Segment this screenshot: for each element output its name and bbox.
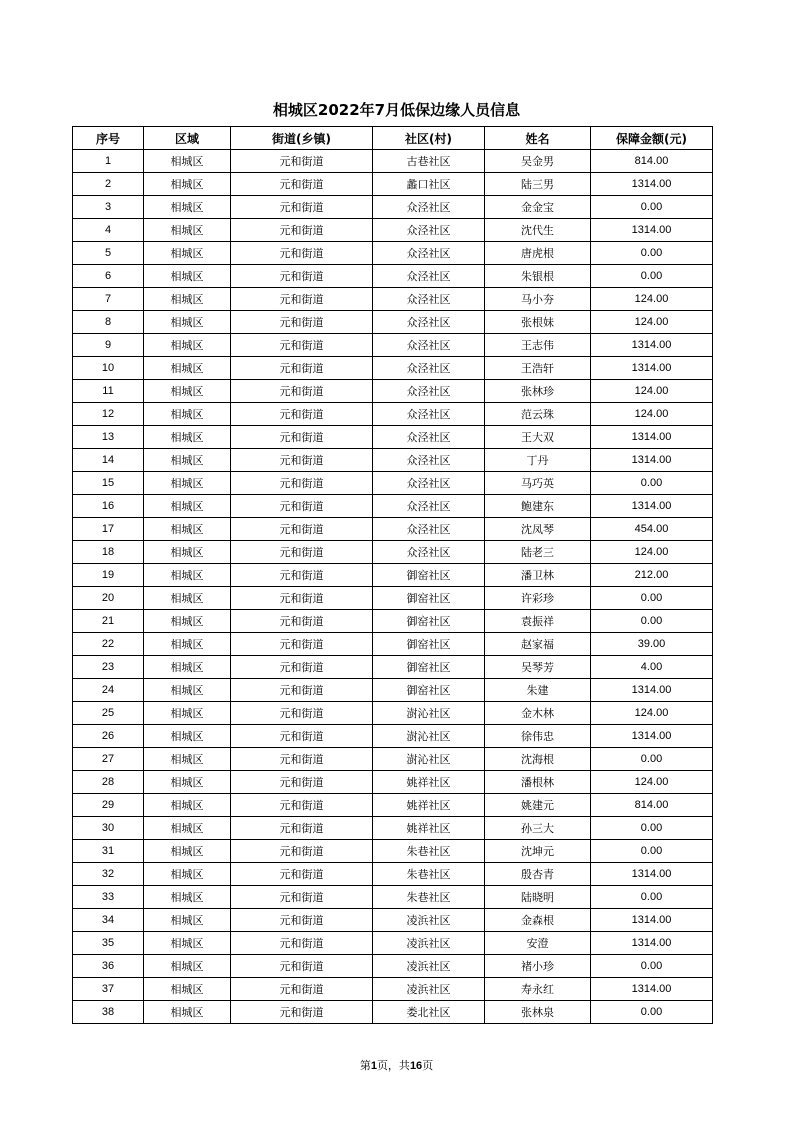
cell-name: 徐伟忠 — [485, 725, 591, 748]
table-row — [73, 955, 713, 978]
cell-community: 凌浜社区 — [373, 932, 485, 955]
cell-no: 14 — [73, 449, 144, 472]
cell-name: 陆三男 — [485, 173, 591, 196]
table-row — [73, 656, 713, 679]
cell-amount: 0.00 — [591, 242, 713, 265]
table-row — [73, 150, 713, 173]
cell-street: 元和街道 — [231, 679, 373, 702]
cell-street: 元和街道 — [231, 863, 373, 886]
table-row — [73, 794, 713, 817]
cell-no: 30 — [73, 817, 144, 840]
header-community: 社区(村) — [373, 127, 485, 150]
cell-no: 35 — [73, 932, 144, 955]
footer-middle: 页，共 — [376, 1059, 410, 1072]
table-row — [73, 357, 713, 380]
cell-community: 澍沁社区 — [373, 748, 485, 771]
cell-amount: 1314.00 — [591, 334, 713, 357]
table-row — [73, 610, 713, 633]
cell-street: 元和街道 — [231, 449, 373, 472]
cell-street: 元和街道 — [231, 840, 373, 863]
cell-district: 相城区 — [144, 495, 231, 518]
cell-street: 元和街道 — [231, 1001, 373, 1024]
cell-street: 元和街道 — [231, 587, 373, 610]
cell-name: 沈坤元 — [485, 840, 591, 863]
table-row — [73, 909, 713, 932]
table-row — [73, 702, 713, 725]
cell-community: 姚祥社区 — [373, 794, 485, 817]
cell-street: 元和街道 — [231, 656, 373, 679]
cell-no: 13 — [73, 426, 144, 449]
cell-name: 赵家福 — [485, 633, 591, 656]
cell-district: 相城区 — [144, 173, 231, 196]
cell-name: 唐虎根 — [485, 242, 591, 265]
cell-community: 朱巷社区 — [373, 863, 485, 886]
cell-name: 张林泉 — [485, 1001, 591, 1024]
cell-no: 32 — [73, 863, 144, 886]
cell-district: 相城区 — [144, 909, 231, 932]
cell-amount: 0.00 — [591, 587, 713, 610]
cell-name: 马小夯 — [485, 288, 591, 311]
cell-street: 元和街道 — [231, 794, 373, 817]
cell-street: 元和街道 — [231, 219, 373, 242]
footer-suffix: 页 — [422, 1059, 434, 1072]
footer-total-pages: 16 — [409, 1060, 423, 1072]
cell-no: 16 — [73, 495, 144, 518]
cell-no: 34 — [73, 909, 144, 932]
header-no: 序号 — [73, 127, 144, 150]
table-row — [73, 771, 713, 794]
cell-district: 相城区 — [144, 150, 231, 173]
cell-street: 元和街道 — [231, 748, 373, 771]
table-row — [73, 840, 713, 863]
header-name: 姓名 — [485, 127, 591, 150]
cell-district: 相城区 — [144, 219, 231, 242]
cell-no: 1 — [73, 150, 144, 173]
table-row — [73, 380, 713, 403]
cell-community: 娄北社区 — [373, 1001, 485, 1024]
cell-amount: 1314.00 — [591, 909, 713, 932]
cell-district: 相城区 — [144, 610, 231, 633]
cell-district: 相城区 — [144, 794, 231, 817]
cell-street: 元和街道 — [231, 702, 373, 725]
cell-amount: 0.00 — [591, 265, 713, 288]
cell-district: 相城区 — [144, 978, 231, 1001]
cell-district: 相城区 — [144, 541, 231, 564]
cell-amount: 0.00 — [591, 886, 713, 909]
cell-street: 元和街道 — [231, 403, 373, 426]
cell-community: 众泾社区 — [373, 265, 485, 288]
table-row — [73, 564, 713, 587]
table-row — [73, 403, 713, 426]
header-district: 区域 — [144, 127, 231, 150]
cell-amount: 814.00 — [591, 150, 713, 173]
cell-amount: 1314.00 — [591, 863, 713, 886]
table-row — [73, 518, 713, 541]
cell-community: 姚祥社区 — [373, 771, 485, 794]
cell-amount: 124.00 — [591, 403, 713, 426]
cell-district: 相城区 — [144, 863, 231, 886]
cell-district: 相城区 — [144, 380, 231, 403]
cell-street: 元和街道 — [231, 242, 373, 265]
cell-name: 金金宝 — [485, 196, 591, 219]
cell-name: 张根妹 — [485, 311, 591, 334]
cell-amount: 1314.00 — [591, 219, 713, 242]
cell-amount: 0.00 — [591, 817, 713, 840]
cell-no: 15 — [73, 472, 144, 495]
cell-district: 相城区 — [144, 196, 231, 219]
cell-street: 元和街道 — [231, 909, 373, 932]
cell-community: 姚祥社区 — [373, 817, 485, 840]
cell-name: 沈代生 — [485, 219, 591, 242]
cell-amount: 0.00 — [591, 196, 713, 219]
cell-amount: 124.00 — [591, 702, 713, 725]
cell-community: 蠡口社区 — [373, 173, 485, 196]
cell-community: 众泾社区 — [373, 541, 485, 564]
cell-community: 众泾社区 — [373, 426, 485, 449]
cell-district: 相城区 — [144, 311, 231, 334]
cell-district: 相城区 — [144, 518, 231, 541]
cell-name: 陆晓明 — [485, 886, 591, 909]
cell-name: 马巧英 — [485, 472, 591, 495]
table-row — [73, 265, 713, 288]
cell-amount: 0.00 — [591, 748, 713, 771]
cell-name: 许彩珍 — [485, 587, 591, 610]
cell-name: 褚小珍 — [485, 955, 591, 978]
cell-no: 19 — [73, 564, 144, 587]
cell-street: 元和街道 — [231, 150, 373, 173]
cell-amount: 1314.00 — [591, 978, 713, 1001]
cell-name: 范云珠 — [485, 403, 591, 426]
cell-street: 元和街道 — [231, 886, 373, 909]
table-row — [73, 173, 713, 196]
cell-no: 24 — [73, 679, 144, 702]
cell-community: 凌浜社区 — [373, 978, 485, 1001]
table-row — [73, 219, 713, 242]
cell-district: 相城区 — [144, 725, 231, 748]
cell-name: 陆老三 — [485, 541, 591, 564]
table-row — [73, 725, 713, 748]
cell-amount: 1314.00 — [591, 449, 713, 472]
cell-district: 相城区 — [144, 334, 231, 357]
cell-community: 众泾社区 — [373, 242, 485, 265]
cell-amount: 124.00 — [591, 311, 713, 334]
cell-amount: 124.00 — [591, 541, 713, 564]
cell-amount: 0.00 — [591, 955, 713, 978]
cell-community: 众泾社区 — [373, 334, 485, 357]
cell-no: 9 — [73, 334, 144, 357]
cell-street: 元和街道 — [231, 495, 373, 518]
cell-name: 张林珍 — [485, 380, 591, 403]
cell-district: 相城区 — [144, 886, 231, 909]
cell-amount: 124.00 — [591, 380, 713, 403]
table-row — [73, 817, 713, 840]
cell-street: 元和街道 — [231, 288, 373, 311]
cell-no: 31 — [73, 840, 144, 863]
cell-street: 元和街道 — [231, 357, 373, 380]
table-row — [73, 978, 713, 1001]
cell-district: 相城区 — [144, 564, 231, 587]
cell-district: 相城区 — [144, 472, 231, 495]
cell-district: 相城区 — [144, 242, 231, 265]
cell-no: 22 — [73, 633, 144, 656]
cell-district: 相城区 — [144, 771, 231, 794]
table-row — [73, 196, 713, 219]
cell-community: 御窑社区 — [373, 564, 485, 587]
table-row — [73, 587, 713, 610]
cell-district: 相城区 — [144, 932, 231, 955]
cell-name: 王大双 — [485, 426, 591, 449]
cell-street: 元和街道 — [231, 426, 373, 449]
cell-district: 相城区 — [144, 1001, 231, 1024]
cell-street: 元和街道 — [231, 541, 373, 564]
cell-no: 5 — [73, 242, 144, 265]
cell-district: 相城区 — [144, 587, 231, 610]
cell-street: 元和街道 — [231, 380, 373, 403]
cell-no: 27 — [73, 748, 144, 771]
cell-district: 相城区 — [144, 702, 231, 725]
table-row — [73, 426, 713, 449]
cell-community: 御窑社区 — [373, 587, 485, 610]
cell-amount: 454.00 — [591, 518, 713, 541]
cell-no: 38 — [73, 1001, 144, 1024]
cell-community: 澍沁社区 — [373, 725, 485, 748]
cell-street: 元和街道 — [231, 955, 373, 978]
cell-street: 元和街道 — [231, 932, 373, 955]
cell-amount: 1314.00 — [591, 173, 713, 196]
cell-no: 7 — [73, 288, 144, 311]
cell-community: 众泾社区 — [373, 449, 485, 472]
cell-street: 元和街道 — [231, 265, 373, 288]
page-footer — [0, 1057, 793, 1073]
cell-name: 寿永红 — [485, 978, 591, 1001]
footer-page-number: 1 — [370, 1060, 377, 1072]
cell-community: 御窑社区 — [373, 633, 485, 656]
cell-no: 4 — [73, 219, 144, 242]
cell-district: 相城区 — [144, 840, 231, 863]
cell-district: 相城区 — [144, 656, 231, 679]
cell-street: 元和街道 — [231, 817, 373, 840]
cell-no: 37 — [73, 978, 144, 1001]
cell-community: 众泾社区 — [373, 472, 485, 495]
cell-district: 相城区 — [144, 748, 231, 771]
cell-no: 25 — [73, 702, 144, 725]
cell-community: 朱巷社区 — [373, 840, 485, 863]
cell-community: 澍沁社区 — [373, 702, 485, 725]
cell-no: 12 — [73, 403, 144, 426]
cell-amount: 1314.00 — [591, 357, 713, 380]
cell-amount: 124.00 — [591, 771, 713, 794]
cell-street: 元和街道 — [231, 334, 373, 357]
cell-no: 23 — [73, 656, 144, 679]
table-body — [73, 150, 713, 1024]
cell-street: 元和街道 — [231, 518, 373, 541]
cell-community: 众泾社区 — [373, 288, 485, 311]
cell-name: 潘卫林 — [485, 564, 591, 587]
cell-no: 10 — [73, 357, 144, 380]
cell-community: 众泾社区 — [373, 495, 485, 518]
cell-no: 21 — [73, 610, 144, 633]
cell-name: 金森根 — [485, 909, 591, 932]
table-header-row — [73, 127, 713, 150]
header-amount: 保障金额(元) — [591, 127, 713, 150]
cell-district: 相城区 — [144, 679, 231, 702]
cell-no: 26 — [73, 725, 144, 748]
cell-no: 28 — [73, 771, 144, 794]
cell-street: 元和街道 — [231, 564, 373, 587]
cell-amount: 124.00 — [591, 288, 713, 311]
table-row — [73, 242, 713, 265]
cell-amount: 4.00 — [591, 656, 713, 679]
cell-no: 3 — [73, 196, 144, 219]
cell-name: 鲍建东 — [485, 495, 591, 518]
cell-no: 8 — [73, 311, 144, 334]
cell-amount: 0.00 — [591, 1001, 713, 1024]
cell-amount: 1314.00 — [591, 495, 713, 518]
cell-amount: 212.00 — [591, 564, 713, 587]
cell-amount: 1314.00 — [591, 426, 713, 449]
table-row — [73, 886, 713, 909]
cell-street: 元和街道 — [231, 610, 373, 633]
cell-district: 相城区 — [144, 288, 231, 311]
cell-community: 众泾社区 — [373, 518, 485, 541]
table-row — [73, 472, 713, 495]
cell-street: 元和街道 — [231, 311, 373, 334]
cell-street: 元和街道 — [231, 725, 373, 748]
cell-name: 沈海根 — [485, 748, 591, 771]
table-row — [73, 633, 713, 656]
cell-name: 安澄 — [485, 932, 591, 955]
cell-street: 元和街道 — [231, 978, 373, 1001]
cell-district: 相城区 — [144, 357, 231, 380]
cell-district: 相城区 — [144, 817, 231, 840]
cell-amount: 0.00 — [591, 472, 713, 495]
cell-community: 众泾社区 — [373, 196, 485, 219]
table-row — [73, 932, 713, 955]
cell-district: 相城区 — [144, 633, 231, 656]
cell-district: 相城区 — [144, 449, 231, 472]
footer-prefix: 第 — [359, 1059, 371, 1072]
table-row — [73, 334, 713, 357]
cell-amount: 39.00 — [591, 633, 713, 656]
cell-amount: 814.00 — [591, 794, 713, 817]
cell-amount: 0.00 — [591, 840, 713, 863]
cell-name: 吴金男 — [485, 150, 591, 173]
cell-amount: 0.00 — [591, 610, 713, 633]
cell-street: 元和街道 — [231, 633, 373, 656]
cell-community: 古巷社区 — [373, 150, 485, 173]
cell-district: 相城区 — [144, 403, 231, 426]
cell-no: 18 — [73, 541, 144, 564]
cell-community: 御窑社区 — [373, 610, 485, 633]
cell-community: 朱巷社区 — [373, 886, 485, 909]
cell-community: 众泾社区 — [373, 357, 485, 380]
cell-no: 36 — [73, 955, 144, 978]
cell-name: 朱建 — [485, 679, 591, 702]
cell-community: 凌浜社区 — [373, 955, 485, 978]
cell-no: 17 — [73, 518, 144, 541]
cell-community: 凌浜社区 — [373, 909, 485, 932]
cell-community: 众泾社区 — [373, 219, 485, 242]
table-row — [73, 863, 713, 886]
table-row — [73, 748, 713, 771]
cell-no: 11 — [73, 380, 144, 403]
table-row — [73, 679, 713, 702]
cell-name: 姚建元 — [485, 794, 591, 817]
cell-street: 元和街道 — [231, 771, 373, 794]
cell-no: 33 — [73, 886, 144, 909]
cell-amount: 1314.00 — [591, 932, 713, 955]
cell-name: 王志伟 — [485, 334, 591, 357]
cell-amount: 1314.00 — [591, 725, 713, 748]
assistance-table — [72, 126, 713, 1024]
cell-street: 元和街道 — [231, 472, 373, 495]
table-row — [73, 1001, 713, 1024]
cell-street: 元和街道 — [231, 173, 373, 196]
cell-name: 朱银根 — [485, 265, 591, 288]
cell-amount: 1314.00 — [591, 679, 713, 702]
cell-community: 众泾社区 — [373, 403, 485, 426]
table-row — [73, 495, 713, 518]
cell-community: 众泾社区 — [373, 380, 485, 403]
table-row — [73, 541, 713, 564]
table-row — [73, 311, 713, 334]
cell-community: 御窑社区 — [373, 656, 485, 679]
cell-community: 众泾社区 — [373, 311, 485, 334]
cell-name: 吴琴芳 — [485, 656, 591, 679]
cell-no: 20 — [73, 587, 144, 610]
cell-street: 元和街道 — [231, 196, 373, 219]
table-row — [73, 288, 713, 311]
cell-name: 潘根林 — [485, 771, 591, 794]
cell-no: 6 — [73, 265, 144, 288]
table-row — [73, 449, 713, 472]
cell-no: 29 — [73, 794, 144, 817]
header-street: 街道(乡镇) — [231, 127, 373, 150]
cell-name: 孙三大 — [485, 817, 591, 840]
cell-district: 相城区 — [144, 955, 231, 978]
cell-name: 丁丹 — [485, 449, 591, 472]
cell-name: 沈凤琴 — [485, 518, 591, 541]
cell-district: 相城区 — [144, 265, 231, 288]
cell-name: 殷杏青 — [485, 863, 591, 886]
cell-name: 袁振祥 — [485, 610, 591, 633]
cell-no: 2 — [73, 173, 144, 196]
cell-community: 御窑社区 — [373, 679, 485, 702]
cell-name: 王浩轩 — [485, 357, 591, 380]
cell-name: 金木林 — [485, 702, 591, 725]
page-title: 相城区2022年7月低保边缘人员信息 — [272, 101, 521, 119]
cell-district: 相城区 — [144, 426, 231, 449]
